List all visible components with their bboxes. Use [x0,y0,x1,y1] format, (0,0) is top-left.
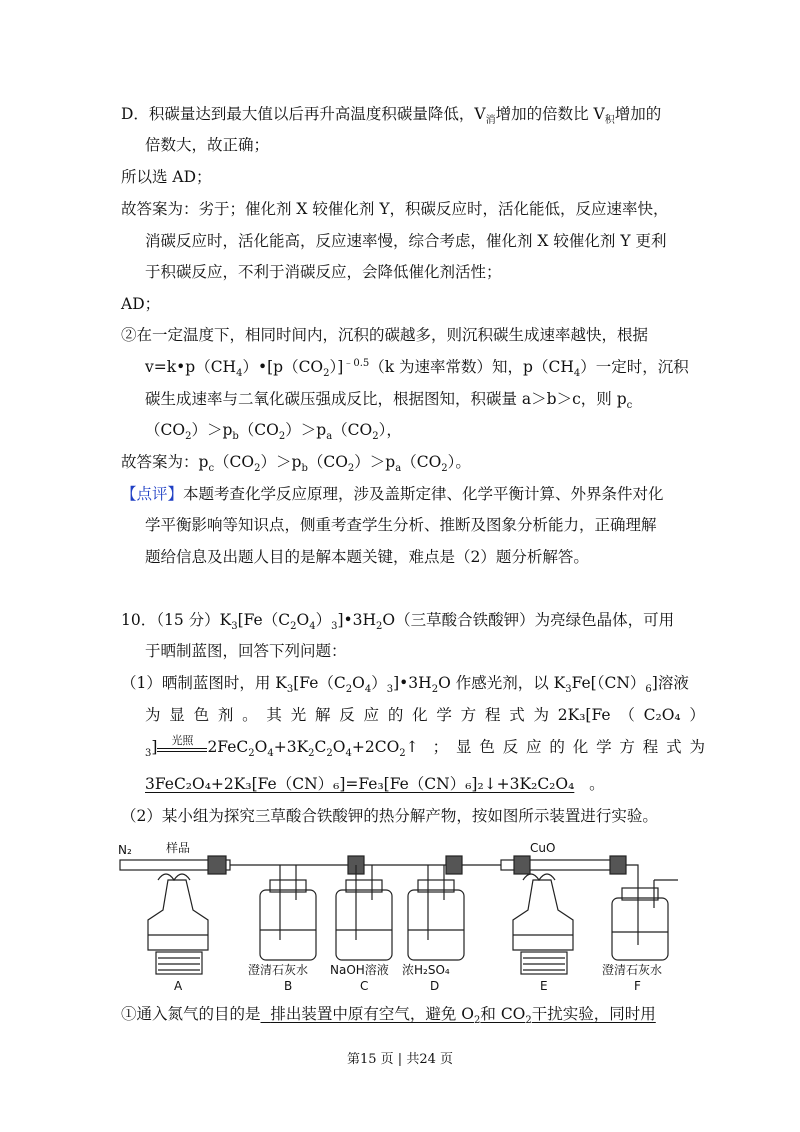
apparatus-figure [118,840,708,990]
connector [610,856,626,874]
reagent-f: 澄清石灰水 [602,963,663,977]
part-1-line2: 为 显 色 剂 。 其 光 解 反 应 的 化 学 方 程 式 为 2K₃[Fe （ C₂O₄ ） [145,706,705,724]
bottle-c [336,865,392,960]
answer-line: 消碳反应时，活化能高，反应速率慢，综合考虑，催化剂 X 较催化剂 Y 更利 [145,232,667,250]
answer-choice: 所以选 AD； [121,168,212,186]
connector [208,856,226,874]
review-line: 【点评】本题考查化学反应原理，涉及盖斯定律、化学平衡计算、外界条件对化 [121,485,664,503]
reagent-b: 澄清石灰水 [248,963,309,977]
bottle-f [612,880,678,960]
label-b: B [284,979,293,990]
label-d: D [430,979,440,990]
label-c: C [360,979,369,990]
part-2-line: （2）某小组为探究三草酸合铁酸钾的热分解产物，按如图所示装置进行实验。 [121,807,658,825]
analysis-line: $(CO_2)>p_b(CO_2)>p_a(CO_2)$， [145,421,402,443]
rate-equation-line: $v=k•p(CH_4)•[p(CO_2)]^{﹣0.5}(k$ 为速率常数）知，$p(CH_4)$一定时，沉积 [145,357,689,380]
lamp-a [148,880,208,950]
lamp-base-a [156,952,202,974]
n2-label: N₂ [118,843,132,857]
analysis-line: 碳生成速率与二氧化碳压强成反比，根据图知，积碳量 a＞b＞c，则 $p_c$ [145,390,633,412]
question-10-line2: 于晒制蓝图，回答下列问题： [145,642,347,660]
review-tag: 【点评】 [121,485,184,503]
reagent-c: NaOH溶液 [330,963,389,977]
lamp-base-e [521,952,567,974]
answer-line: 故答案为：劣于；催化剂 X 较催化剂 Y，积碳反应时，活化能低，反应速率快， [121,200,669,218]
connector [514,856,530,874]
answer-line: AD； [121,295,161,313]
cuo-label: CuO [530,841,556,855]
option-d-line2: 倍数大，故正确； [145,136,270,154]
page-footer: 第15 页 | 共24 页 [347,1052,453,1067]
sample-packing [158,874,190,880]
bottle-b [260,865,316,960]
answer-line: 于积碳反应，不利于消碳反应，会降低催化剂活性； [145,263,502,281]
sample-label: 样品 [166,841,191,855]
label-f: F [634,979,641,990]
sub-question-1: ①通入氮气的目的是 排出装置中原有空气，避免 $O_2$和 $CO_2$干扰实验，同时用 [121,1005,656,1027]
photolysis-equation: $_3$] 光照 $2FeC_2O_4+3K_2C_2O_4+2CO_2↑$ ； 显 色 反 应 的 化 学 方 程 式 为 [145,734,705,760]
review-line: 学平衡影响等知识点，侧重考查学生分析、推断及图象分析能力，正确理解 [145,516,657,534]
lamp-e [513,880,573,950]
bottle-d [408,865,464,960]
label-e: E [540,979,548,990]
review-line: 题给信息及出题人目的是解本题关键，难点是（2）题分析解答。 [145,548,589,566]
question-10: 10．（15 分）$K_3[Fe(C_2O_4)_3]•3H_2O$（三草酸合铁酸钾）为亮绿色晶体，可用 [121,611,675,633]
color-reaction-equation: 3FeC₂O₄+2K₃[Fe（CN）₆]=Fe₃[Fe（CN）₆]₂↓+3K₂C₂O₄ 。 [145,775,605,793]
option-d-line: D．积碳量达到最大值以后再升高温度积碳量降低，$V_消$增加的倍数比 $V_积$增加的 [121,105,662,127]
analysis-line: ②在一定温度下，相同时间内，沉积的碳越多，则沉积碳生成速率越快，根据 [121,326,649,344]
answer-line: 故答案为：$p_c(CO_2)>p_b(CO_2)>p_a(CO_2)$。 [121,453,471,475]
reagent-d: 浓H₂SO₄ [402,963,450,977]
part-1-line: （1）晒制蓝图时，用 $K_3[Fe(C_2O_4)_3]•3H_2O$ 作感光剂，以 $K_3Fe[(CN)_6]$溶液 [121,674,689,696]
reaction-arrow: 光照 [157,737,207,757]
connector [446,856,462,874]
label-a: A [174,979,183,990]
